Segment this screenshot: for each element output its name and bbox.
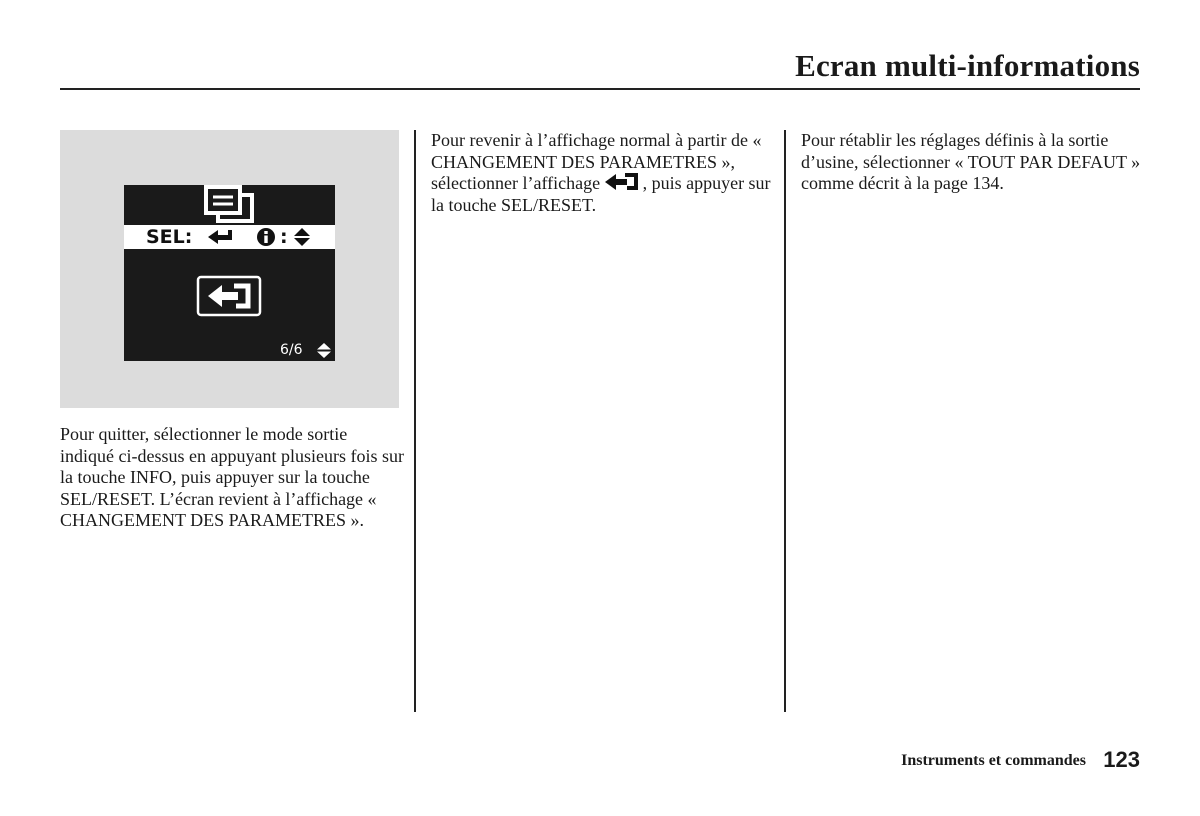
paragraph-quit-mode: Pour quitter, sélectionner le mode sortie indiqué ci-dessus en appuyant plusieurs fois sur la touche INFO, puis appuyer sur la touche SEL/RESET. L’écran revient à l’affichage « CHANGEMENT DES PARAMETRES ».: [60, 424, 404, 530]
menu-pages-icon: [202, 185, 258, 225]
paragraph-return-normal: [431, 130, 771, 216]
page-title: Ecran multi-informations: [795, 48, 1140, 83]
return-icon: [605, 173, 643, 191]
column-divider: [784, 130, 786, 712]
paragraph-factory-reset: Pour rétablir les réglages définis à la sortie d’usine, sélectionner « TOUT PAR DEFAUT » comme décrit à la page 134.: [801, 130, 1141, 193]
info-icon: [256, 227, 276, 247]
enter-arrow-icon: [208, 230, 234, 244]
paragraph-text: Pour revenir à l’affichage normal à partir de « CHANGEMENT DES PARAMETRES », sélectionner l’affichage: [431, 130, 762, 193]
info-colon: :: [280, 226, 288, 248]
up-down-arrows-icon: [294, 228, 310, 246]
sel-label: SEL:: [146, 226, 193, 248]
title-rule: [60, 88, 1140, 90]
footer-section-title: Instruments et commandes: [901, 752, 1086, 769]
paragraph-text: , puis appuyer sur la touche SEL/RESET.: [431, 173, 771, 215]
display-figure: [60, 130, 399, 408]
page-number: 123: [1103, 747, 1140, 772]
page-indicator: 6/6: [280, 342, 303, 358]
lcd-screen: [124, 185, 335, 361]
return-icon: [196, 275, 262, 317]
lcd-selection-bar: [124, 225, 335, 249]
up-down-arrows-icon: [317, 343, 331, 358]
column-divider: [414, 130, 416, 712]
